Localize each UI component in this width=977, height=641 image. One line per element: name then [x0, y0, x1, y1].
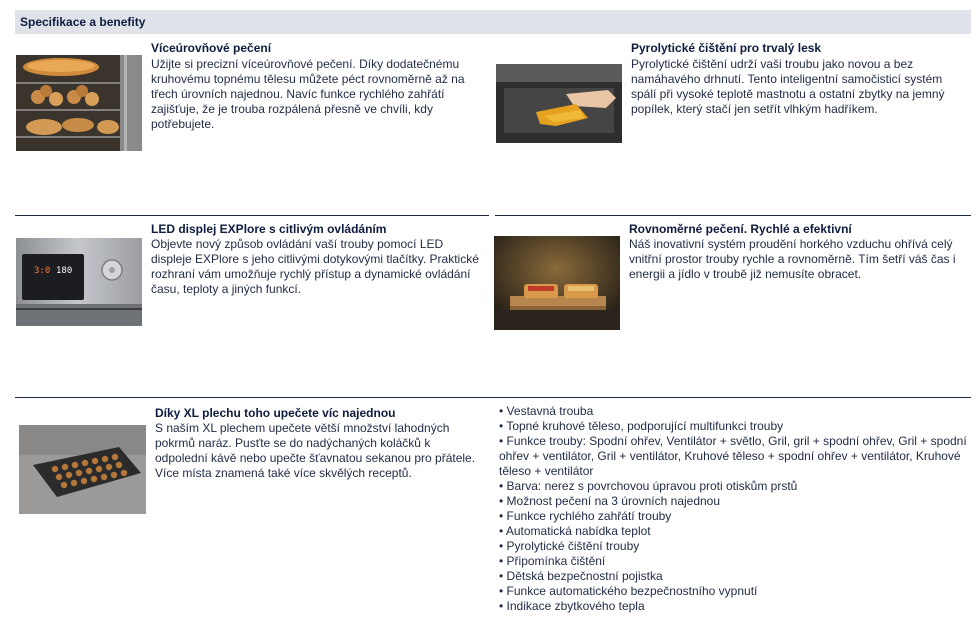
led-display-image: [16, 238, 142, 326]
divider-row2-left: [15, 215, 489, 216]
display-readout-left: 3:0: [34, 266, 51, 276]
feature-desc-led-display: Objevte nový způsob ovládání vaší trouby pomocí LED displeje EXPlore s jeho citlivými dotykovými tlačítky. Praktické rozhraní vám umožňuje rychlý přístup a dynamické ovládání času, teploty a jiných funkcí.: [151, 237, 479, 296]
spec-list: [499, 404, 969, 614]
pyrolytic-cleaning-image: [496, 64, 622, 143]
feature-title-multilevel: Víceúrovňové pečení: [151, 41, 272, 55]
even-baking-image: [494, 236, 620, 330]
spec-item: • Barva: nerez s povrchovou úpravou proti otiskům prstů: [499, 479, 969, 494]
spec-item: • Pyrolytické čištění trouby: [499, 539, 969, 554]
section-header: [15, 10, 971, 34]
spec-item: • Funkce trouby: Spodní ohřev, Ventilátor + světlo, Gril, gril + spodní ohřev, Gril + spodní ohřev + ventilátor, Gril + ventilátor, Kruhové těleso + spodní ohřev + ventilátor, Kruhové těleso + ventilátor: [499, 434, 969, 479]
spec-item: • Vestavná trouba: [499, 404, 969, 419]
divider-row2-right: [495, 215, 971, 216]
spec-item: • Dětská bezpečnostní pojistka: [499, 569, 969, 584]
display-readout-right: 180: [56, 266, 73, 276]
feature-title-pyrolytic: Pyrolytické čištění pro trvalý lesk: [631, 41, 822, 55]
spec-item: • Funkce automatického bezpečnostního vypnutí: [499, 584, 969, 599]
feature-desc-multilevel: Užijte si precizní víceúrovňové pečení. Díky dodatečnému kruhovému topnému tělesu můžete péct rovnoměrně až na třech úrovních najednou. Navíc funkce rychlého zahřátí zajišťuje, že je trouba rozpálená přesně ve chvíli, kdy potřebujete.: [151, 57, 465, 131]
feature-title-even-baking: Rovnoměrné pečení. Rychlé a efektivní: [629, 222, 852, 236]
feature-desc-pyrolytic: Pyrolytické čištění udrží vaši troubu jako novou a bez namáhavého drhnutí. Tento inteligentní samočisticí systém spálí při vysoké teplotě mastnotu a ostatní zbytky na jemný popílek, který stačí jen setřít vlhkým hadříkem.: [631, 57, 945, 116]
spec-item: • Topné kruhové těleso, podporující multifunkci trouby: [499, 419, 969, 434]
spec-item: • Indikace zbytkového tepla: [499, 599, 969, 614]
spec-item: • Automatická nabídka teplot: [499, 524, 969, 539]
feature-desc-even-baking: Náš inovativní systém proudění horkého vzduchu ohřívá celý vnitřní prostor trouby rychle a rovnoměrně. Tím šetří váš čas i energii a jídlo v troubě již nemusíte obracet.: [629, 237, 956, 281]
feature-title-xl-tray: Díky XL plechu toho upečete víc najednou: [155, 406, 396, 420]
divider-row3: [15, 397, 971, 398]
multilevel-baking-image: [16, 55, 142, 151]
spec-item: • Možnost pečení na 3 úrovních najednou: [499, 494, 969, 509]
section-title: Specifikace a benefity: [20, 15, 146, 29]
feature-title-led-display: LED displej EXPlore s citlivým ovládáním: [151, 222, 387, 236]
spec-item: • Funkce rychlého zahřátí trouby: [499, 509, 969, 524]
xl-tray-image: [19, 425, 146, 514]
spec-item: • Připomínka čištění: [499, 554, 969, 569]
feature-desc-xl-tray: S naším XL plechem upečete větší množství lahodných pokrmů naráz. Pusťte se do nadýchaných koláčků k odpolední kávě nebo upečte šťavnatou sekanou pro přátele. Více místa znamená také více skvělých receptů.: [155, 421, 476, 480]
